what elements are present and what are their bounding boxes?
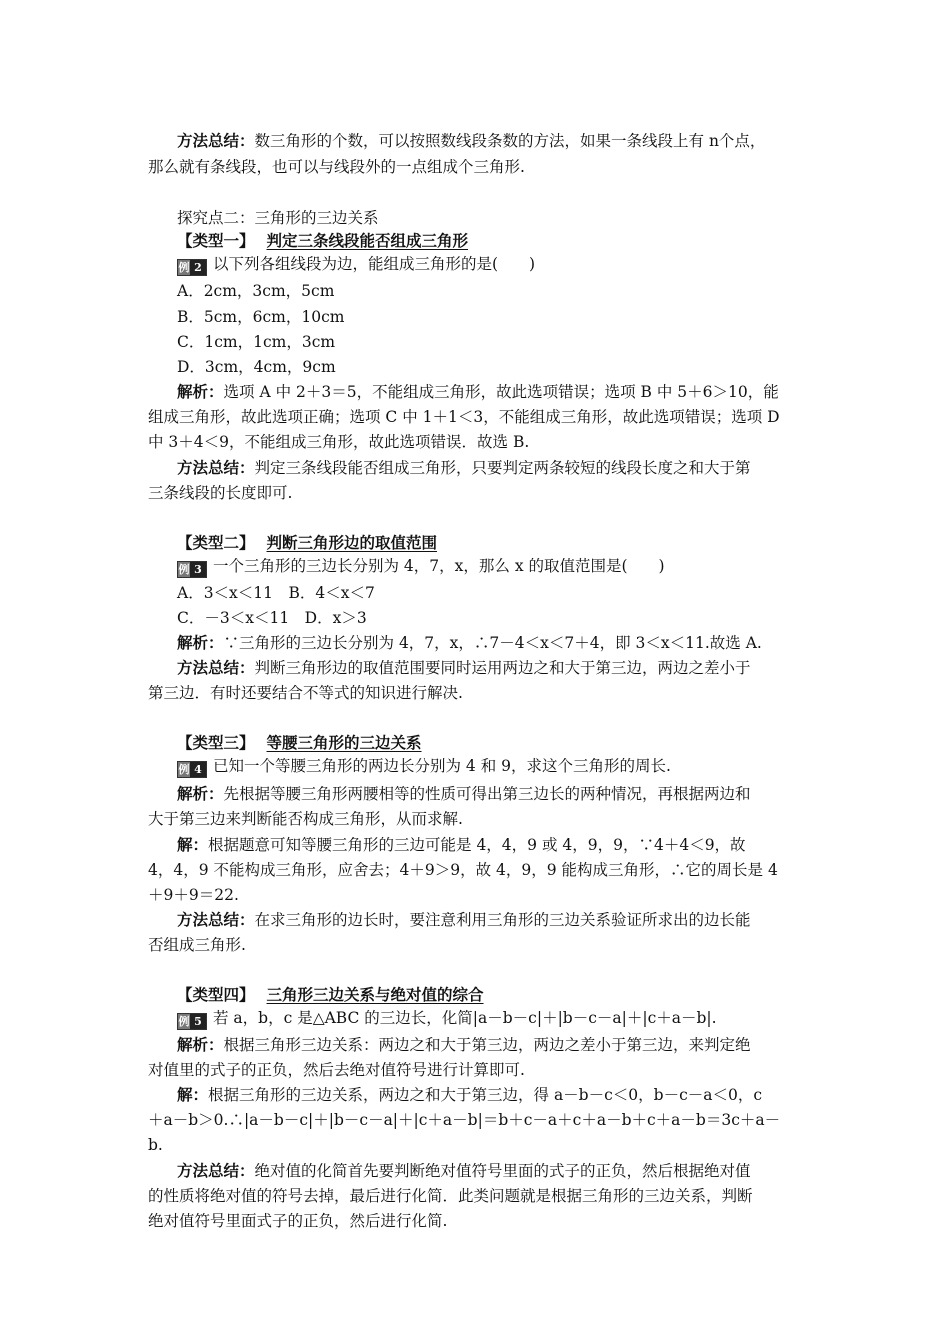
text-line	[148, 934, 246, 956]
text-line	[177, 331, 335, 353]
text-line	[177, 1034, 751, 1056]
line-text: C．－3＜x＜11 D．x＞3	[177, 609, 367, 627]
text-line	[177, 356, 336, 378]
text-line	[177, 381, 779, 403]
text-line	[177, 253, 535, 276]
line-text: 第三边．有时还要结合不等式的知识进行解决.	[148, 684, 463, 702]
section-heading	[177, 984, 484, 1006]
line-text: 若 a，b，c 是△ABC 的三边长，化简|a－b－c|＋|b－c－a|＋|c＋a－b|.	[213, 1009, 717, 1027]
example-badge-number: 4	[190, 762, 206, 777]
text-line	[148, 1059, 525, 1081]
line-text: A．3＜x＜11 B．4＜x＜7	[177, 584, 375, 602]
line-text: 4，4，9 不能构成三角形，应舍去；4＋9＞9，故 4，9，9 能构成三角形，∴它的周长是 4	[148, 861, 778, 879]
line-text: 三条线段的长度即可.	[148, 484, 293, 502]
lead-label: 解析：	[177, 633, 224, 652]
heading-title: 判定三条线段能否组成三角形	[266, 231, 469, 250]
type-label: 【类型四】	[177, 985, 255, 1004]
lead-label: 解析：	[177, 1035, 224, 1054]
text-line	[177, 207, 379, 229]
text-line	[148, 859, 778, 881]
line-text: 先根据等腰三角形两腰相等的性质可得出第三边长的两种情况，再根据两边和	[223, 785, 751, 803]
line-text: 一个三角形的三边长分别为 4，7，x，那么 x 的取值范围是( )	[213, 557, 665, 575]
heading-title: 三角形三边关系与绝对值的综合	[266, 985, 484, 1004]
text-line	[148, 808, 463, 830]
text-line	[148, 431, 529, 453]
example-badge	[177, 561, 207, 578]
text-line	[148, 1185, 753, 1207]
lead-label: 方法总结：	[177, 658, 255, 677]
line-text: 数三角形的个数，可以按照数线段条数的方法，如果一条线段上有 n个点，	[254, 132, 766, 150]
line-text: 组成三角形，故此选项正确；选项 C 中 1＋1＜3，不能组成三角形，故此选项错误；选项 D	[148, 408, 780, 426]
line-text: ＋a－b＞0.∴|a－b－c|＋|b－c－a|＋|c＋a－b|＝b＋c－a＋c＋a－b＋c＋a－b＝3c＋a－	[148, 1111, 781, 1129]
text-line	[177, 657, 751, 679]
text-line	[177, 280, 334, 302]
line-text: 选项 A 中 2＋3＝5，不能组成三角形，故此选项错误；选项 B 中 5＋6＞10，能	[223, 383, 779, 401]
line-text: 对值里的式子的正负，然后去绝对值符号进行计算即可.	[148, 1061, 525, 1079]
heading-title: 等腰三角形的三边关系	[266, 733, 422, 752]
lead-label: 解：	[177, 1085, 209, 1104]
example-badge-letter: 例	[178, 563, 190, 576]
text-line	[148, 1210, 447, 1232]
text-line	[148, 1134, 163, 1156]
line-text: 探究点二：三角形的三边关系	[177, 209, 379, 227]
line-text: 根据题意可知等腰三角形的三边可能是 4，4，9 或 4，9，9，∵4＋4＜9，故	[208, 836, 746, 854]
section-heading	[177, 230, 468, 252]
lead-label: 解析：	[177, 382, 224, 401]
lead-label: 方法总结：	[177, 131, 255, 150]
text-line	[177, 607, 367, 629]
line-text: 绝对值符号里面式子的正负，然后进行化简.	[148, 1212, 448, 1230]
lead-label: 解析：	[177, 784, 224, 803]
text-line	[148, 406, 780, 428]
text-line	[148, 682, 463, 704]
text-line	[177, 130, 765, 152]
line-text: 以下列各组线段为边，能组成三角形的是( )	[213, 255, 536, 273]
text-line	[177, 1084, 762, 1106]
line-text: B．5cm，6cm，10cm	[177, 308, 345, 326]
text-line	[177, 834, 746, 856]
example-badge	[177, 259, 207, 276]
text-line	[177, 1007, 717, 1030]
text-line	[177, 306, 344, 328]
lead-label: 方法总结：	[177, 910, 255, 929]
line-text: D．3cm，4cm，9cm	[177, 358, 336, 376]
line-text: 大于第三边来判断能否构成三角形，从而求解.	[148, 810, 463, 828]
example-badge	[177, 1013, 207, 1030]
lead-label: 解：	[177, 835, 209, 854]
line-text: 否组成三角形.	[148, 936, 246, 954]
lead-label: 方法总结：	[177, 458, 255, 477]
example-badge-letter: 例	[178, 261, 190, 274]
line-text: b.	[148, 1136, 163, 1154]
example-badge-number: 2	[190, 260, 206, 275]
line-text: 根据三角形的三边关系，两边之和大于第三边，得 a－b－c＜0，b－c－a＜0，c	[208, 1086, 763, 1104]
text-line	[177, 632, 762, 654]
line-text: ＋9＋9＝22.	[148, 886, 239, 904]
line-text: ∵三角形的三边长分别为 4，7，x，∴7－4＜x＜7＋4，即 3＜x＜11.故选 A.	[223, 634, 762, 652]
text-line	[177, 755, 671, 778]
line-text: 判断三角形边的取值范围要同时运用两边之和大于第三边，两边之差小于	[254, 659, 751, 677]
heading-title: 判断三角形边的取值范围	[266, 533, 438, 552]
line-text: 中 3＋4＜9，不能组成三角形，故此选项错误．故选 B.	[148, 433, 530, 451]
line-text: 已知一个等腰三角形的两边长分别为 4 和 9，求这个三角形的周长.	[213, 757, 671, 775]
example-badge	[177, 761, 207, 778]
example-badge-number: 3	[190, 562, 206, 577]
text-line	[177, 909, 751, 931]
text-line	[148, 884, 239, 906]
line-text: 在求三角形的边长时，要注意利用三角形的三边关系验证所求出的边长能	[254, 911, 751, 929]
section-heading	[177, 532, 437, 554]
line-text: A．2cm，3cm，5cm	[177, 282, 335, 300]
text-line	[177, 783, 751, 805]
text-line	[177, 555, 665, 578]
section-heading	[177, 732, 422, 754]
text-line	[148, 482, 292, 504]
example-badge-number: 5	[190, 1014, 206, 1029]
text-line	[148, 156, 525, 178]
text-line	[148, 1109, 780, 1131]
example-badge-letter: 例	[178, 1015, 190, 1028]
text-line	[177, 457, 751, 479]
line-text: C．1cm，1cm，3cm	[177, 333, 336, 351]
line-text: 那么就有条线段，也可以与线段外的一点组成个三角形.	[148, 158, 525, 176]
text-line	[177, 582, 375, 604]
lead-label: 方法总结：	[177, 1161, 255, 1180]
type-label: 【类型一】	[177, 231, 255, 250]
line-text: 的性质将绝对值的符号去掉，最后进行化简．此类问题就是根据三角形的三边关系，判断	[148, 1187, 753, 1205]
type-label: 【类型三】	[177, 733, 255, 752]
type-label: 【类型二】	[177, 533, 255, 552]
line-text: 根据三角形三边关系：两边之和大于第三边，两边之差小于第三边，来判定绝	[223, 1036, 751, 1054]
line-text: 判定三条线段能否组成三角形，只要判定两条较短的线段长度之和大于第	[254, 459, 751, 477]
text-line	[177, 1160, 751, 1182]
example-badge-letter: 例	[178, 763, 190, 776]
line-text: 绝对值的化简首先要判断绝对值符号里面的式子的正负，然后根据绝对值	[254, 1162, 751, 1180]
